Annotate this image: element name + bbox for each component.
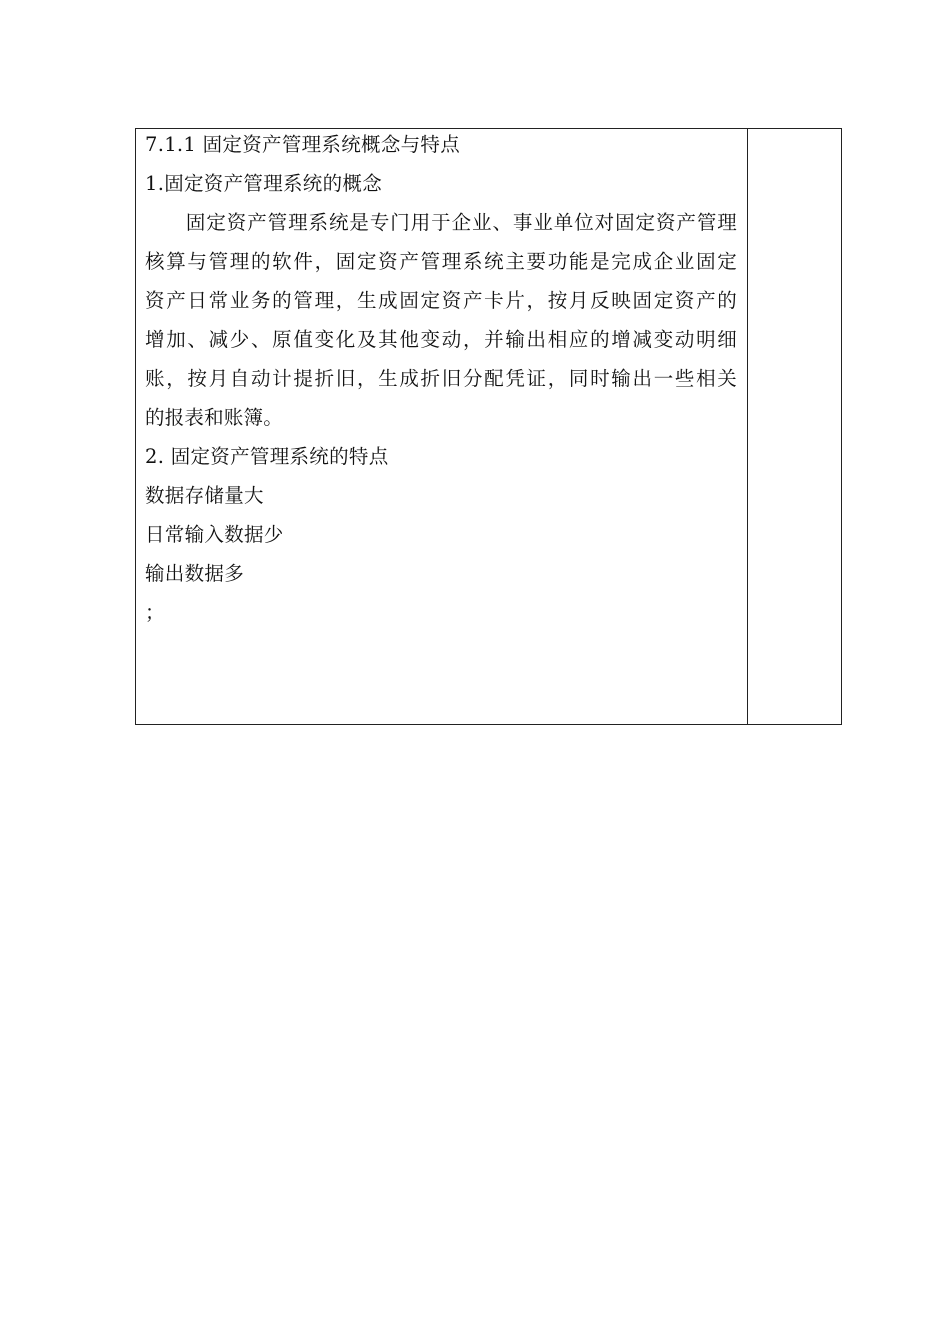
feature-item: 数据存储量大 [145,484,264,507]
concept-paragraph-line: 资产日常业务的管理，生成固定资产卡片，按月反映固定资产的 [145,289,737,312]
concept-paragraph-line: 增加、减少、原值变化及其他变动，并输出相应的增减变动明细 [145,328,737,351]
concept-paragraph-line: 的报表和账簿。 [145,406,283,429]
main-content-cell [136,129,748,724]
concept-paragraph-line: 核算与管理的软件，固定资产管理系统主要功能是完成企业固定 [145,250,737,273]
content-table [135,128,842,725]
notes-cell [748,129,841,724]
features-title: 2. 固定资产管理系统的特点 [145,445,389,468]
concept-title: 1.固定资产管理系统的概念 [145,172,383,195]
feature-item: 日常输入数据少 [145,523,284,546]
feature-item: 输出数据多 [145,562,245,585]
concept-paragraph-line: 固定资产管理系统是专门用于企业、事业单位对固定资产管理 [145,211,737,234]
feature-item: ； [145,601,165,624]
concept-paragraph-line: 账，按月自动计提折旧，生成折旧分配凭证，同时输出一些相关 [145,367,737,390]
section-heading: 7.1.1 固定资产管理系统概念与特点 [145,133,461,156]
